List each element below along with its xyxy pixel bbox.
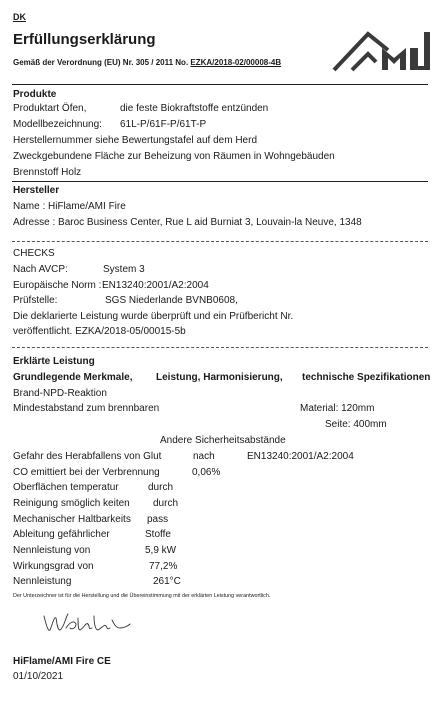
produktart-value: die feste Biokraftstoffe entzünden: [120, 103, 269, 114]
row-label: Wirkungsgrad von: [13, 561, 94, 572]
section-heading-hersteller: Hersteller: [13, 185, 60, 196]
disclaimer-text: Der Unterzeichner ist für die Herstellung und die Übereinstimmung mit der erklärten Leistung verantwortlich.: [13, 593, 271, 599]
modell-value: 61L-P/61F-P/61T-P: [120, 119, 207, 130]
row-value: 77,2%: [149, 561, 178, 572]
divider-hersteller: [12, 241, 428, 242]
row-label: Gefahr des Herabfallens von Glut: [13, 451, 162, 462]
abstand-label: Mindestabstand zum brennbaren: [13, 403, 160, 414]
modell-label: Modellbezeichnung:: [13, 119, 102, 130]
regulation-prefix: Gemäß der Verordnung (EU) Nr. 305 / 2011 No.: [13, 58, 191, 67]
pruefstelle-label: Prüfstelle:: [13, 295, 58, 306]
zweck-text: Zweckgebundene Fläche zur Beheizung von Räumen in Wohngebäuden: [13, 151, 335, 162]
row-value: Stoffe: [145, 529, 171, 540]
row-value: durch: [153, 498, 179, 509]
row-label: Oberflächen temperatur: [13, 482, 119, 493]
regulation-number: EZKA/2018-02/00008-4B: [190, 58, 282, 67]
row-label: CO emittiert bei der Verbrennung: [13, 467, 160, 478]
checks-statement-2: veröffentlicht. EZKA/2018-05/00015-5b: [13, 326, 186, 337]
norm-value: EN13240:2001/A2:2004: [102, 280, 209, 291]
hersteller-adresse: Adresse : Baroc Business Center, Rue L aid Burniat 3, Louvain-la Neuve, 1348: [13, 217, 362, 228]
row-value: nach: [193, 451, 215, 462]
row-extra: EN13240:2001/A2:2004: [247, 451, 354, 462]
andere-abstaende: Andere Sicherheitsabstände: [160, 435, 286, 446]
row-value: 5,9 kW: [145, 545, 177, 556]
row-value: 0,06%: [192, 467, 221, 478]
produktart-label: Produktart Öfen,: [13, 103, 87, 114]
avcp-label: Nach AVCP:: [13, 264, 68, 275]
section-heading-leistung: Erklärte Leistung: [13, 356, 95, 367]
section-heading-checks: CHECKS: [13, 248, 55, 259]
signature: [40, 610, 140, 638]
regulation-line: [13, 58, 281, 67]
column-header-merkmale: Grundlegende Merkmale,: [13, 372, 133, 383]
ami-logo: [332, 26, 432, 72]
language-code: DK: [13, 12, 26, 22]
divider-header: [12, 84, 428, 85]
abstand-material: Material: 120mm: [300, 403, 375, 414]
page-title: Erfüllungserklärung: [13, 31, 156, 48]
row-label: Reinigung smöglich keiten: [13, 498, 130, 509]
row-value: durch: [148, 482, 174, 493]
row-value: pass: [147, 514, 169, 525]
row-label: Ableitung gefährlicher: [13, 529, 110, 540]
norm-label: Europäische Norm :: [13, 280, 102, 291]
avcp-value: System 3: [103, 264, 145, 275]
row-value: 261°C: [153, 576, 181, 587]
row-label: Nennleistung von: [13, 545, 91, 556]
checks-statement-1: Die deklarierte Leistung wurde überprüft und ein Prüfbericht Nr.: [13, 311, 294, 322]
divider-produkte: [12, 181, 428, 182]
brand-reaktion: Brand-NPD-Reaktion: [13, 388, 107, 399]
brennstoff-text: Brennstoff Holz: [13, 167, 82, 178]
company-name: HiFlame/AMI Fire CE: [13, 656, 111, 667]
divider-checks: [12, 347, 428, 348]
column-header-leistung: Leistung, Harmonisierung,: [156, 372, 283, 383]
seriennummer-text: Herstellernummer siehe Bewertungstafel auf dem Herd: [13, 135, 257, 146]
column-header-spezifikationen: technische Spezifikationen: [302, 372, 431, 383]
signature-date: 01/10/2021: [13, 671, 64, 682]
row-label: Mechanischer Haltbarkeits: [13, 514, 131, 525]
row-label: Nennleistung: [13, 576, 72, 587]
hersteller-name: Name : HiFlame/AMI Fire: [13, 201, 126, 212]
section-heading-produkte: Produkte: [13, 89, 57, 100]
pruefstelle-value: SGS Niederlande BVNB0608,: [105, 295, 238, 306]
abstand-seite: Seite: 400mm: [325, 419, 387, 430]
